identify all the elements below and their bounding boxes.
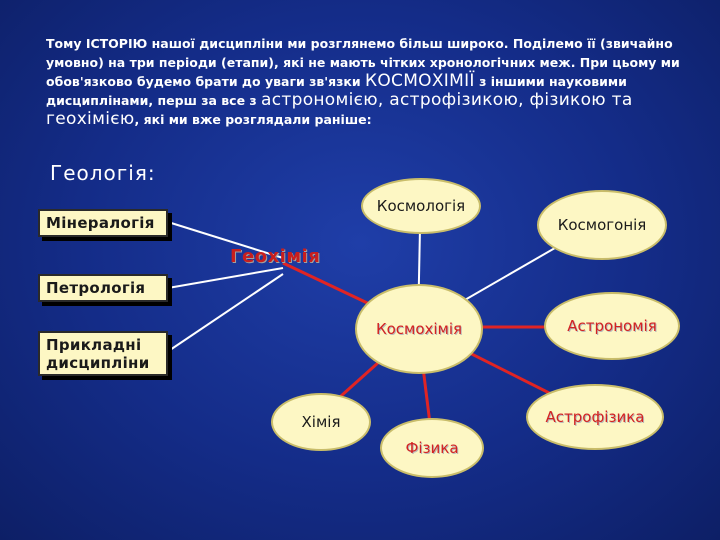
intro-text-3: , які ми вже розглядали раніше: <box>134 112 372 127</box>
node-khimiia <box>271 393 371 451</box>
box-petroloh <box>38 274 168 302</box>
node-astrofizyka-label: Астрофізика <box>545 408 645 426</box>
box-petroloh-label: Петрологія <box>46 279 146 297</box>
node-kosmohoniia <box>537 190 667 260</box>
box-mineraloh-label: Мінералогія <box>46 214 155 232</box>
node-kosmolohiia-label: Космологія <box>376 197 466 215</box>
node-astronomiia <box>544 292 680 360</box>
box-prykladni-label: Прикладні дисципліни <box>46 335 150 372</box>
node-fizyka-label: Фізика <box>405 439 459 457</box>
node-kosmolohiia <box>361 178 481 234</box>
node-astronomiia-label: Астрономія <box>567 317 657 335</box>
node-fizyka <box>380 418 484 478</box>
intro-text-1: Тому ІСТОРІЮ нашої дисципліни ми розглянемо більш широко. Поділемо її (звичайно умовно) на три періоди (етапи), які не мають чітких хронологічних меж. При цьому ми обов'язково будемо брати до уваги зв'язки <box>46 36 680 89</box>
node-khimiia-label: Хімія <box>301 413 341 431</box>
geokhimiia-label: Геохімія <box>230 246 321 267</box>
intro-highlight-kosmokhimii: КОСМОХІМІЇ <box>364 71 475 91</box>
intro-text-2: з іншими науковими дисциплінами, перш за все з <box>46 74 627 108</box>
intro-highlight-sciences: астрономією, астрофізикою, фізикою та геохімією <box>46 90 633 129</box>
node-kosmohoniia-label: Космогонія <box>557 216 647 234</box>
node-astrofizyka <box>526 384 664 450</box>
node-center-kosmokhimiia <box>355 284 483 374</box>
node-center-label: Космохімія <box>375 320 463 338</box>
box-prykladni <box>38 331 168 376</box>
geology-heading: Геологія: <box>50 161 156 185</box>
box-mineraloh <box>38 209 168 237</box>
